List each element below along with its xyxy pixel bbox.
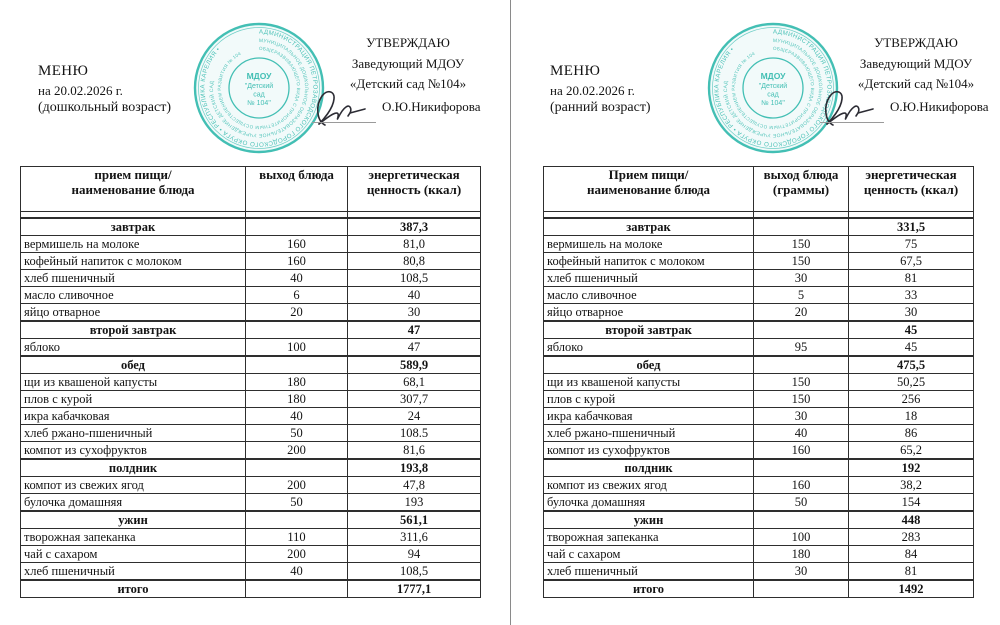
portion-value: 200 — [246, 546, 348, 563]
energy-value: 45 — [849, 339, 974, 357]
menu-item-row — [544, 304, 974, 322]
menu-item-row — [544, 339, 974, 357]
dish-name: ужин — [21, 511, 246, 529]
stamp-center-line: "Детский — [244, 83, 274, 90]
portion-value — [754, 218, 849, 236]
menu-item-row — [544, 391, 974, 408]
menu-item-row — [21, 236, 481, 253]
signer-name: О.Ю.Никифорова — [890, 99, 989, 114]
header-energy — [849, 167, 974, 212]
stamp-center-line: МДОУ — [246, 71, 272, 81]
menu-item-row — [544, 270, 974, 287]
header-line: выход блюда — [763, 167, 839, 182]
menu-item-row — [21, 494, 481, 512]
menu-age-group: (ранний возраст) — [550, 100, 651, 115]
stamp-center-line: сад — [253, 91, 265, 99]
energy-value: 108,5 — [348, 270, 481, 287]
dish-name: яблоко — [21, 339, 246, 357]
round-seal-stamp — [191, 20, 327, 156]
header-meal-dish — [544, 167, 754, 212]
meal-section-row — [544, 321, 974, 339]
portion-value: 180 — [246, 374, 348, 391]
portion-value: 50 — [754, 494, 849, 512]
header-line: энергетическая — [368, 167, 460, 182]
header-line: наименование блюда — [586, 182, 711, 197]
dish-name: икра кабачковая — [21, 408, 246, 425]
portion-value — [246, 511, 348, 529]
energy-value: 80,8 — [348, 253, 481, 270]
menu-item-row — [544, 253, 974, 270]
portion-value: 160 — [246, 253, 348, 270]
portion-value: 40 — [246, 408, 348, 425]
approval-line: УТВЕРЖДАЮ — [874, 35, 958, 50]
menu-item-row — [21, 425, 481, 442]
approval-line: «Детский сад №104» — [857, 76, 975, 91]
portion-value — [246, 459, 348, 477]
stamp-ring-middle-text: МУНИЦИПАЛЬНОЕ ДОШКОЛЬНОЕ ОБРАЗОВАТЕЛЬНОЕ УЧРЕЖДЕНИЕ ДЕТСКИЙ САД — [723, 38, 822, 138]
meal-section-row — [21, 580, 481, 598]
menu-item-row — [21, 563, 481, 581]
stamp-ring-outer-text: АДМИНИСТРАЦИЯ ПЕТРОЗАВОДСКОГО ГОРОДСКОГО ОКРУГА • РЕСПУБЛИКА КАРЕЛИЯ • — [713, 28, 833, 148]
stamp-center-line: № 104" — [761, 100, 785, 107]
energy-value: 154 — [849, 494, 974, 512]
dish-name: творожная запеканка — [21, 529, 246, 546]
dish-name: хлеб пшеничный — [21, 563, 246, 581]
signature-block — [818, 86, 989, 128]
portion-value: 150 — [754, 236, 849, 253]
dish-name: хлеб ржано-пшеничный — [544, 425, 754, 442]
dish-name: завтрак — [21, 218, 246, 236]
energy-value: 65,2 — [849, 442, 974, 460]
header-line: выход блюда — [259, 167, 334, 182]
portion-value: 100 — [246, 339, 348, 357]
energy-value: 33 — [849, 287, 974, 304]
portion-value — [246, 321, 348, 339]
dish-name: кофейный напиток с молоком — [544, 253, 754, 270]
meal-section-row — [21, 321, 481, 339]
menu-item-row — [21, 339, 481, 357]
portion-value: 20 — [246, 304, 348, 322]
dish-name: щи из квашеной капусты — [21, 374, 246, 391]
portion-value: 30 — [754, 563, 849, 581]
dish-name: обед — [21, 356, 246, 374]
energy-value: 68,1 — [348, 374, 481, 391]
energy-value: 47 — [348, 339, 481, 357]
energy-value: 47 — [348, 321, 481, 339]
portion-value: 100 — [754, 529, 849, 546]
portion-value: 40 — [754, 425, 849, 442]
energy-value: 81 — [849, 270, 974, 287]
menu-item-row — [21, 304, 481, 322]
energy-value: 448 — [849, 511, 974, 529]
signature-underline — [312, 122, 376, 123]
menu-date: на 20.02.2026 г. — [550, 82, 635, 98]
header-line: (граммы) — [772, 182, 830, 197]
menu-item-row — [544, 425, 974, 442]
menu-table-early-age — [543, 166, 974, 598]
menu-item-row — [21, 529, 481, 546]
portion-value: 40 — [246, 270, 348, 287]
energy-value: 84 — [849, 546, 974, 563]
dish-name: итого — [21, 580, 246, 598]
menu-item-row — [544, 374, 974, 391]
menu-item-row — [544, 477, 974, 494]
dish-name: плов с курой — [21, 391, 246, 408]
meal-section-row — [21, 511, 481, 529]
header-portion — [246, 167, 348, 212]
energy-value: 311,6 — [348, 529, 481, 546]
dish-name: творожная запеканка — [544, 529, 754, 546]
energy-value: 18 — [849, 408, 974, 425]
menu-item-row — [544, 494, 974, 512]
dish-name: обед — [544, 356, 754, 374]
dish-name: масло сливочное — [21, 287, 246, 304]
portion-value: 150 — [754, 374, 849, 391]
dish-name: плов с курой — [544, 391, 754, 408]
dish-name: компот из свежих ягод — [21, 477, 246, 494]
stamp-ring-outer-text: АДМИНИСТРАЦИЯ ПЕТРОЗАВОДСКОГО ГОРОДСКОГО ОКРУГА • РЕСПУБЛИКА КАРЕЛИЯ • — [199, 28, 319, 148]
stamp-ring-inner-text: ОБЩЕРАЗВИВАЮЩЕГО ВИДА С ПРИОРИТЕТНЫМ ОСУЩЕСТВЛЕНИЕМ РАЗВИТИЯ № 104 — [730, 45, 816, 131]
menu-item-row — [21, 270, 481, 287]
dish-name: второй завтрак — [544, 321, 754, 339]
dish-name: полдник — [544, 459, 754, 477]
energy-value: 67,5 — [849, 253, 974, 270]
portion-value: 160 — [246, 236, 348, 253]
approval-line: УТВЕРЖДАЮ — [366, 35, 450, 50]
stamp-ring-middle-text: МУНИЦИПАЛЬНОЕ ДОШКОЛЬНОЕ ОБРАЗОВАТЕЛЬНОЕ УЧРЕЖДЕНИЕ ДЕТСКИЙ САД — [209, 38, 308, 138]
dish-name: яйцо отварное — [21, 304, 246, 322]
energy-value: 108.5 — [348, 425, 481, 442]
portion-value: 150 — [754, 391, 849, 408]
menu-item-row — [544, 408, 974, 425]
menu-item-row — [544, 236, 974, 253]
header-line: прием пищи/ — [94, 167, 172, 182]
energy-value: 47,8 — [348, 477, 481, 494]
meal-section-row — [544, 511, 974, 529]
menu-item-row — [21, 477, 481, 494]
menu-item-row — [21, 253, 481, 270]
meal-section-row — [544, 218, 974, 236]
energy-value: 94 — [348, 546, 481, 563]
signer-name: О.Ю.Никифорова — [382, 99, 481, 114]
menu-item-row — [544, 529, 974, 546]
energy-value: 387,3 — [348, 218, 481, 236]
table-header-row — [21, 167, 481, 212]
portion-value: 50 — [246, 494, 348, 512]
portion-value — [246, 356, 348, 374]
stamp-center-line: № 104" — [247, 100, 271, 107]
dish-name: ужин — [544, 511, 754, 529]
stamp-center-line: МДОУ — [760, 71, 786, 81]
portion-value: 30 — [754, 408, 849, 425]
header-line: энергетическая — [865, 167, 957, 182]
stamp-center-line: "Детский — [758, 83, 788, 90]
menu-item-row — [21, 374, 481, 391]
portion-value: 160 — [754, 442, 849, 460]
dish-name: хлеб пшеничный — [544, 563, 754, 581]
dish-name: щи из квашеной капусты — [544, 374, 754, 391]
energy-value: 475,5 — [849, 356, 974, 374]
dish-name: чай с сахаром — [21, 546, 246, 563]
energy-value: 561,1 — [348, 511, 481, 529]
energy-value: 30 — [348, 304, 481, 322]
portion-value: 40 — [246, 563, 348, 581]
energy-value: 193 — [348, 494, 481, 512]
meal-section-row — [544, 459, 974, 477]
menu-item-row — [544, 546, 974, 563]
stamp-ring-inner-text: ОБЩЕРАЗВИВАЮЩЕГО ВИДА С ПРИОРИТЕТНЫМ ОСУЩЕСТВЛЕНИЕМ РАЗВИТИЯ № 104 — [216, 45, 302, 131]
menu-page-early-age — [512, 0, 1000, 625]
portion-value — [246, 580, 348, 598]
dish-name: второй завтрак — [21, 321, 246, 339]
meal-section-row — [21, 356, 481, 374]
energy-value: 1492 — [849, 580, 974, 598]
portion-value: 200 — [246, 442, 348, 460]
dish-name: итого — [544, 580, 754, 598]
signature-underline — [820, 122, 884, 123]
menu-item-row — [21, 408, 481, 425]
table-header-row — [544, 167, 974, 212]
portion-value: 180 — [246, 391, 348, 408]
stamp-center-line: сад — [767, 91, 779, 99]
meal-section-row — [21, 459, 481, 477]
dish-name: яблоко — [544, 339, 754, 357]
menu-title: МЕНЮ — [550, 63, 601, 79]
energy-value: 256 — [849, 391, 974, 408]
menu-heading — [38, 62, 171, 117]
header-portion — [754, 167, 849, 212]
energy-value: 86 — [849, 425, 974, 442]
menu-date: на 20.02.2026 г. — [38, 82, 123, 98]
dish-name: полдник — [21, 459, 246, 477]
menu-item-row — [544, 287, 974, 304]
dish-name: вермишель на молоке — [544, 236, 754, 253]
approval-line: «Детский сад №104» — [349, 76, 467, 91]
energy-value: 75 — [849, 236, 974, 253]
dish-name: компот из сухофруктов — [21, 442, 246, 460]
dish-name: масло сливочное — [544, 287, 754, 304]
portion-value — [754, 356, 849, 374]
energy-value: 1777,1 — [348, 580, 481, 598]
menu-age-group: (дошкольный возраст) — [38, 100, 171, 115]
menu-item-row — [21, 287, 481, 304]
portion-value: 110 — [246, 529, 348, 546]
menu-table-preschool — [20, 166, 481, 598]
dish-name: завтрак — [544, 218, 754, 236]
page-divider-line — [510, 0, 511, 625]
header-energy — [348, 167, 481, 212]
portion-value: 6 — [246, 287, 348, 304]
portion-value: 95 — [754, 339, 849, 357]
header-line: ценность (ккал) — [366, 182, 462, 197]
energy-value: 81,6 — [348, 442, 481, 460]
portion-value — [246, 218, 348, 236]
energy-value: 283 — [849, 529, 974, 546]
energy-value: 40 — [348, 287, 481, 304]
header-meal-dish — [21, 167, 246, 212]
energy-value: 24 — [348, 408, 481, 425]
energy-value: 193,8 — [348, 459, 481, 477]
menu-item-row — [21, 442, 481, 460]
portion-value: 30 — [754, 270, 849, 287]
approval-line: Заведующий МДОУ — [859, 55, 973, 71]
dish-name: хлеб пшеничный — [21, 270, 246, 287]
dish-name: кофейный напиток с молоком — [21, 253, 246, 270]
energy-value: 45 — [849, 321, 974, 339]
dish-name: хлеб пшеничный — [544, 270, 754, 287]
menu-item-row — [544, 442, 974, 460]
meal-section-row — [544, 356, 974, 374]
menu-item-row — [21, 391, 481, 408]
dish-name: хлеб ржано-пшеничный — [21, 425, 246, 442]
dish-name: икра кабачковая — [544, 408, 754, 425]
menu-title: МЕНЮ — [38, 63, 89, 79]
dish-name: компот из свежих ягод — [544, 477, 754, 494]
energy-value: 81 — [849, 563, 974, 581]
energy-value: 38,2 — [849, 477, 974, 494]
meal-section-row — [21, 218, 481, 236]
portion-value: 5 — [754, 287, 849, 304]
portion-value — [754, 459, 849, 477]
portion-value — [754, 580, 849, 598]
energy-value: 589,9 — [348, 356, 481, 374]
menu-heading — [550, 62, 651, 117]
energy-value: 331,5 — [849, 218, 974, 236]
energy-value: 30 — [849, 304, 974, 322]
portion-value: 50 — [246, 425, 348, 442]
portion-value: 200 — [246, 477, 348, 494]
dish-name: булочка домашняя — [21, 494, 246, 512]
portion-value: 20 — [754, 304, 849, 322]
energy-value: 192 — [849, 459, 974, 477]
menu-item-row — [21, 546, 481, 563]
dish-name: компот из сухофруктов — [544, 442, 754, 460]
meal-section-row — [544, 580, 974, 598]
dish-name: яйцо отварное — [544, 304, 754, 322]
energy-value: 50,25 — [849, 374, 974, 391]
approval-line: Заведующий МДОУ — [351, 55, 465, 71]
energy-value: 81,0 — [348, 236, 481, 253]
dish-name: вермишель на молоке — [21, 236, 246, 253]
portion-value — [754, 321, 849, 339]
signature-block — [310, 86, 481, 128]
energy-value: 307,7 — [348, 391, 481, 408]
energy-value: 108,5 — [348, 563, 481, 581]
header-line: ценность (ккал) — [863, 182, 959, 197]
portion-value: 160 — [754, 477, 849, 494]
portion-value: 180 — [754, 546, 849, 563]
dish-name: булочка домашняя — [544, 494, 754, 512]
portion-value — [754, 511, 849, 529]
menu-item-row — [544, 563, 974, 581]
dish-name: чай с сахаром — [544, 546, 754, 563]
header-line: Прием пищи/ — [608, 167, 689, 182]
portion-value: 150 — [754, 253, 849, 270]
header-line: наименование блюда — [71, 182, 195, 197]
